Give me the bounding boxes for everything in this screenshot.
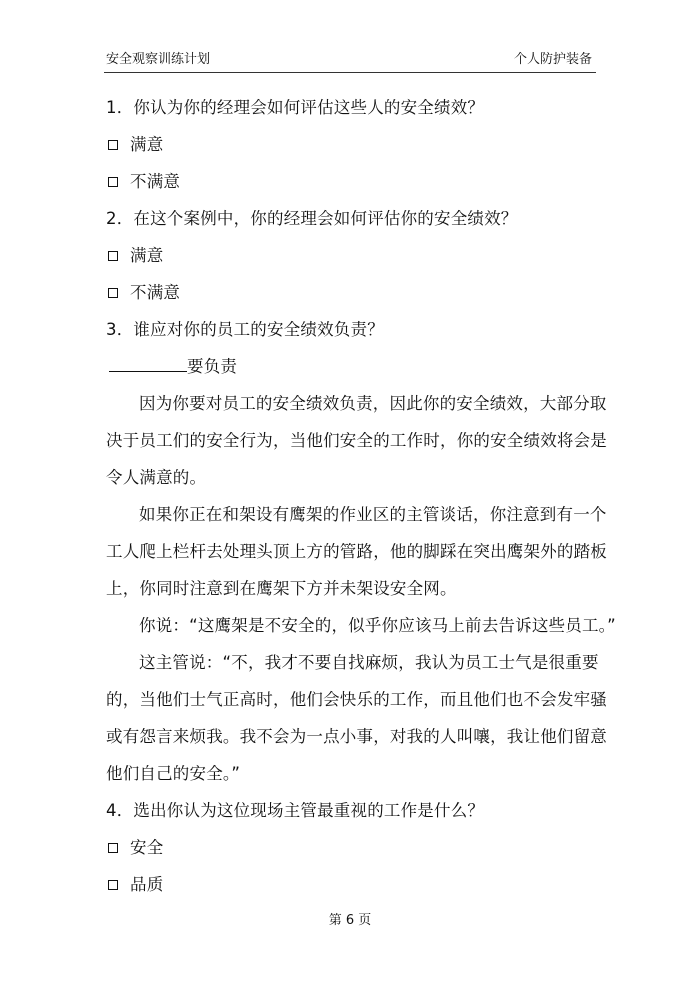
header-title-left: 安全观察训练计划 — [106, 52, 211, 67]
paragraph-1-line-3: 令人满意的。 — [106, 468, 207, 487]
checkbox-icon[interactable] — [108, 177, 118, 187]
question-4-option-safety[interactable] — [106, 829, 602, 866]
checkbox-icon[interactable] — [108, 880, 118, 890]
checkbox-icon[interactable] — [108, 251, 118, 261]
paragraph-4-line-3: 或有怨言来烦我。我不会为一点小事，对我的人叫嚷，我让他们留意 — [106, 727, 607, 746]
question-1-option-unsatisfied[interactable] — [106, 163, 602, 200]
option-label: 满意 — [130, 135, 164, 154]
question-4: 4．选出你认为这位现场主管最重视的工作是什么？ — [106, 801, 485, 820]
fill-in-blank[interactable] — [109, 351, 187, 372]
paragraph-3-line-1: 你说：“这鹰架是不安全的，似乎你应该马上前去告诉这些员工。” — [139, 616, 616, 635]
checkbox-icon[interactable] — [108, 140, 118, 150]
page-number: 第 6 页 — [328, 913, 372, 928]
answer-suffix: 要负责 — [187, 357, 238, 376]
paragraph-2-line-3: 上，你同时注意到在鹰架下方并未架设安全网。 — [106, 579, 457, 598]
question-2: 2．在这个案例中，你的经理会如何评估你的安全绩效？ — [106, 209, 518, 228]
question-1-option-satisfied[interactable] — [106, 126, 602, 163]
option-label: 不满意 — [130, 283, 181, 302]
page-header — [104, 50, 596, 73]
option-label: 满意 — [130, 246, 164, 265]
paragraph-2-line-2: 工人爬上栏杆去处理头顶上方的管路，他的脚踩在突出鹰架外的踏板 — [106, 542, 607, 561]
header-title-right: 个人防护装备 — [513, 52, 592, 67]
paragraph-1-line-1: 因为你要对员工的安全绩效负责，因此你的安全绩效，大部分取 — [139, 394, 607, 413]
option-label: 品质 — [130, 875, 164, 894]
paragraph-4-line-1: 这主管说：“不，我才不要自找麻烦，我认为员工士气是很重要 — [139, 653, 599, 672]
question-3-answer — [106, 348, 602, 385]
question-2-option-unsatisfied[interactable] — [106, 274, 602, 311]
paragraph-2-line-1: 如果你正在和架设有鹰架的作业区的主管谈话，你注意到有一个 — [139, 505, 607, 524]
question-1: 1．你认为你的经理会如何评估这些人的安全绩效？ — [106, 98, 485, 117]
question-2-option-satisfied[interactable] — [106, 237, 602, 274]
paragraph-4-line-4: 他们自己的安全。” — [106, 764, 241, 783]
option-label: 安全 — [130, 838, 164, 857]
page-content — [106, 89, 616, 903]
question-4-option-quality[interactable] — [106, 866, 602, 903]
question-3: 3．谁应对你的员工的安全绩效负责？ — [106, 320, 384, 339]
option-label: 不满意 — [130, 172, 181, 191]
paragraph-4-line-2: 的，当他们士气正高时，他们会快乐的工作，而且他们也不会发牢骚 — [106, 690, 607, 709]
checkbox-icon[interactable] — [108, 288, 118, 298]
paragraph-1-line-2: 决于员工们的安全行为，当他们安全的工作时，你的安全绩效将会是 — [106, 431, 607, 450]
checkbox-icon[interactable] — [108, 843, 118, 853]
